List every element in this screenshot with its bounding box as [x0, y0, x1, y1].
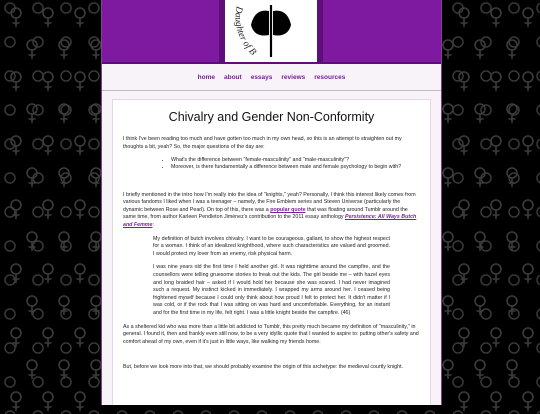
- venus-symbol-icon: [24, 38, 40, 62]
- venus-symbol-icon: [504, 38, 520, 62]
- venus-symbol-icon: [504, 166, 520, 190]
- venus-symbol-icon: [488, 6, 504, 30]
- nav-home[interactable]: home: [197, 73, 215, 81]
- venus-symbol-icon: [72, 326, 88, 350]
- venus-symbol-icon: [472, 230, 488, 254]
- paragraph-text: that was floating around Tumblr around the same time, from author Karleen Pendleton Jiménez's contribution to the 2011 essay anthology: [123, 206, 408, 221]
- banner-title-graphic: [219, 0, 323, 62]
- venus-symbol-icon: [24, 166, 40, 190]
- venus-symbol-icon: [488, 198, 504, 222]
- banner-title-left: Daughter of B: [232, 5, 258, 58]
- venus-symbol-icon: [40, 6, 56, 30]
- intro-paragraph: I think I've been reading too much and have gotten too much in my own head, so this is an attempt to straighten out my thoughts a bit, yeah? So, the major questions of the day are:: [123, 136, 402, 150]
- venus-symbol-icon: [8, 326, 24, 350]
- list-item: • Moreover, is there fundamentally a difference between male and female psychology to begin with?: [171, 164, 420, 171]
- venus-symbol-icon: [8, 134, 24, 158]
- venus-symbol-icon: [40, 134, 56, 158]
- venus-symbol-icon: [520, 134, 536, 158]
- venus-symbol-icon: [56, 230, 72, 254]
- venus-symbol-icon: [472, 38, 488, 62]
- paragraph-text: :: [152, 221, 154, 228]
- venus-symbol-icon: [56, 294, 72, 318]
- venus-symbol-icon: [488, 262, 504, 286]
- venus-symbol-icon: [24, 358, 40, 382]
- venus-symbol-icon: [72, 6, 88, 30]
- venus-symbol-icon: [40, 262, 56, 286]
- venus-symbol-icon: [504, 358, 520, 382]
- nav-about[interactable]: about: [224, 73, 242, 81]
- venus-symbol-icon: [440, 102, 456, 126]
- venus-symbol-icon: [520, 326, 536, 350]
- venus-symbol-icon: [456, 198, 472, 222]
- venus-symbol-icon: [24, 294, 40, 318]
- knights-paragraph: [123, 192, 420, 230]
- venus-symbol-icon: [40, 198, 56, 222]
- venus-symbol-icon: [456, 134, 472, 158]
- venus-symbol-icon: [488, 134, 504, 158]
- page-container: [101, 0, 442, 405]
- main-nav: [102, 64, 441, 91]
- venus-symbol-icon: [504, 294, 520, 318]
- venus-symbol-icon: [56, 38, 72, 62]
- venus-symbol-icon: [8, 390, 24, 414]
- banner-logo-panel: [219, 0, 323, 62]
- site-banner: [102, 0, 441, 64]
- venus-symbol-icon: [472, 166, 488, 190]
- venus-symbol-icon: [456, 262, 472, 286]
- popular-quote-link[interactable]: popular quote: [270, 206, 306, 213]
- archetype-paragraph: But, before we look more into that, we should probably examine the origin of this archetype: the medieval courtly knight.: [123, 364, 404, 371]
- venus-symbol-icon: [456, 6, 472, 30]
- venus-symbol-icon: [56, 358, 72, 382]
- venus-symbol-icon: [520, 262, 536, 286]
- venus-symbol-icon: [440, 358, 456, 382]
- venus-symbol-icon: [24, 230, 40, 254]
- venus-symbol-icon: [504, 102, 520, 126]
- venus-symbol-icon: [440, 166, 456, 190]
- list-item: • What's the difference between "female-masculinity" and "male-masculinity"?: [171, 157, 420, 164]
- question-list: [123, 157, 420, 171]
- venus-symbol-icon: [56, 102, 72, 126]
- svg-text:Daughter of Bilitis: [219, 0, 258, 58]
- venus-symbol-icon: [504, 230, 520, 254]
- venus-symbol-icon: [440, 294, 456, 318]
- paragraph-text: I briefly mentioned in the intro how I'm really into the idea of "knights," yeah? Personally, I think this interest likely comes from various fandoms I liked when I was a teenager – namely, the Fire Emblem series and Steven Universe (particularly the dynamic between Rose and Pearl). On top of this, there was a: [123, 191, 416, 213]
- venus-symbol-icon: [488, 390, 504, 414]
- venus-symbol-icon: [456, 390, 472, 414]
- persistence-book-link[interactable]: Persistence: All Ways Butch and Femme: [123, 214, 417, 228]
- venus-symbol-icon: [56, 166, 72, 190]
- venus-symbol-icon: [488, 326, 504, 350]
- venus-symbol-icon: [488, 70, 504, 94]
- venus-symbol-icon: [72, 134, 88, 158]
- venus-symbol-icon: [472, 358, 488, 382]
- venus-symbol-icon: [72, 198, 88, 222]
- venus-symbol-icon: [456, 326, 472, 350]
- venus-symbol-icon: [40, 70, 56, 94]
- venus-symbol-icon: [440, 230, 456, 254]
- nav-resources[interactable]: resources: [314, 73, 346, 81]
- article-title: Chivalry and Gender Non-Conformity: [168, 110, 375, 124]
- nav-reviews[interactable]: reviews: [281, 73, 306, 81]
- block-quote: [123, 236, 420, 318]
- venus-symbol-icon: [472, 102, 488, 126]
- venus-symbol-icon: [72, 70, 88, 94]
- venus-symbol-icon: [456, 70, 472, 94]
- venus-symbol-icon: [440, 38, 456, 62]
- venus-symbol-icon: [520, 70, 536, 94]
- article-content: [112, 99, 431, 405]
- venus-symbol-icon: [520, 6, 536, 30]
- venus-symbol-icon: [72, 390, 88, 414]
- masculinity-paragraph: As a sheltered kid who was more than a little bit addicted to Tumblr, this pretty much became my definition of "masculinity," in general. I found it, then and frankly even still now, to be a very idyllic quote that I wanted to aspire to: putting other's safety and comfort ahead of my own, even if it's just in little ways, like walking my friends home.: [123, 323, 419, 345]
- quote-paragraph: I was nine years old the first time I held another girl. It was nighttime around the campfire, and the counsellors were telling gruesome stories to freak out the kids. The girl beside me – with hazel eyes and long braided hair – asked if I would hold her because she was scared. I had never imagined such a request. My instinct kicked in immediately. I wrapped my arms around her. I ceased being frightened myself because I could only think about how proud I felt to protect her. It didn't matter if I was cold, or if the rock that I was sitting on was hard and uncomfortable. Everything, for an instant and for the first time in my life, felt right. I was a little knight beside the campfire. (46): [153, 264, 390, 316]
- venus-symbol-icon: [40, 390, 56, 414]
- venus-symbol-icon: [8, 6, 24, 30]
- venus-symbol-icon: [72, 262, 88, 286]
- venus-symbol-icon: [8, 70, 24, 94]
- venus-symbol-icon: [8, 198, 24, 222]
- venus-symbol-icon: [40, 326, 56, 350]
- venus-symbol-icon: [24, 102, 40, 126]
- nav-essays[interactable]: essays: [250, 73, 273, 81]
- venus-symbol-icon: [8, 262, 24, 286]
- venus-symbol-icon: [520, 198, 536, 222]
- quote-paragraph: My definition of butch involves chivalry. I want to be courageous, gallant, to show the highest respect for a woman. I think of an idealized knighthood, where such characteristics are valued and groomed. I would protect my lover from an enemy, risk physical harm.: [153, 235, 390, 257]
- venus-symbol-icon: [520, 390, 536, 414]
- venus-symbol-icon: [472, 294, 488, 318]
